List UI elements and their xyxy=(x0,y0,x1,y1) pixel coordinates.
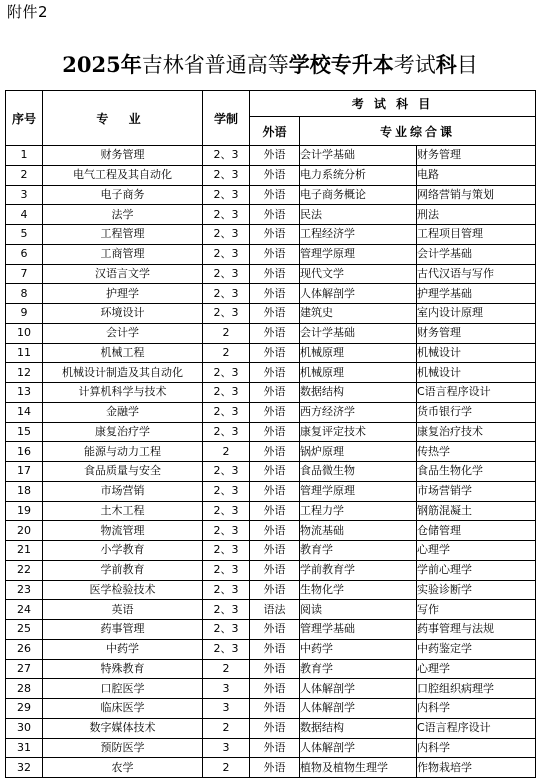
cell-language: 外语 xyxy=(250,442,300,462)
table-row xyxy=(6,323,536,343)
cell-language: 外语 xyxy=(250,521,300,541)
cell-language: 外语 xyxy=(250,699,300,719)
cell-major: 电子商务 xyxy=(43,185,203,205)
cell-language: 外语 xyxy=(250,146,300,166)
table-row xyxy=(6,462,536,482)
cell-language: 外语 xyxy=(250,481,300,501)
cell-major: 口腔医学 xyxy=(43,679,203,699)
table-row xyxy=(6,402,536,422)
cell-language: 外语 xyxy=(250,264,300,284)
cell-course-1: 电子商务概论 xyxy=(300,185,417,205)
cell-course-2: 写作 xyxy=(417,600,536,620)
cell-major: 护理学 xyxy=(43,284,203,304)
cell-duration: 2、3 xyxy=(203,521,250,541)
cell-language: 外语 xyxy=(250,165,300,185)
table-row xyxy=(6,225,536,245)
table-row xyxy=(6,639,536,659)
cell-major: 数字媒体技术 xyxy=(43,718,203,738)
cell-index: 4 xyxy=(6,205,43,225)
cell-course-2: 电路 xyxy=(417,165,536,185)
cell-duration: 2 xyxy=(203,758,250,778)
table-row xyxy=(6,758,536,778)
cell-course-1: 机械原理 xyxy=(300,363,417,383)
cell-duration: 2 xyxy=(203,442,250,462)
title-part-2: 学校专升本 xyxy=(288,52,394,77)
cell-index: 2 xyxy=(6,165,43,185)
cell-duration: 2、3 xyxy=(203,146,250,166)
cell-index: 32 xyxy=(6,758,43,778)
cell-index: 8 xyxy=(6,284,43,304)
cell-index: 6 xyxy=(6,244,43,264)
cell-course-2: 会计学基础 xyxy=(417,244,536,264)
cell-course-2: 中药鉴定学 xyxy=(417,639,536,659)
cell-major: 工程管理 xyxy=(43,225,203,245)
cell-index: 18 xyxy=(6,481,43,501)
cell-index: 25 xyxy=(6,620,43,640)
cell-duration: 2、3 xyxy=(203,422,250,442)
cell-index: 16 xyxy=(6,442,43,462)
cell-course-2: 作物栽培学 xyxy=(417,758,536,778)
cell-duration: 2、3 xyxy=(203,185,250,205)
header-duration: 学制 xyxy=(203,91,250,146)
cell-course-2: 口腔组织病理学 xyxy=(417,679,536,699)
cell-index: 21 xyxy=(6,541,43,561)
cell-course-2: 心理学 xyxy=(417,541,536,561)
cell-language: 外语 xyxy=(250,560,300,580)
table-row xyxy=(6,343,536,363)
cell-index: 5 xyxy=(6,225,43,245)
cell-course-1: 教育学 xyxy=(300,659,417,679)
cell-duration: 2 xyxy=(203,718,250,738)
cell-course-2: 财务管理 xyxy=(417,146,536,166)
cell-course-1: 人体解剖学 xyxy=(300,738,417,758)
cell-major: 物流管理 xyxy=(43,521,203,541)
cell-language: 外语 xyxy=(250,541,300,561)
attachment-label: 附件2 xyxy=(7,3,49,21)
cell-course-2: 传热学 xyxy=(417,442,536,462)
cell-course-2: 学前心理学 xyxy=(417,560,536,580)
cell-major: 药事管理 xyxy=(43,620,203,640)
table-row xyxy=(6,244,536,264)
cell-course-1: 人体解剖学 xyxy=(300,699,417,719)
cell-major: 学前教育 xyxy=(43,560,203,580)
table-row xyxy=(6,620,536,640)
table-row xyxy=(6,481,536,501)
cell-major: 临床医学 xyxy=(43,699,203,719)
cell-duration: 2、3 xyxy=(203,165,250,185)
cell-language: 外语 xyxy=(250,639,300,659)
cell-language: 外语 xyxy=(250,758,300,778)
cell-course-1: 民法 xyxy=(300,205,417,225)
cell-major: 市场营销 xyxy=(43,481,203,501)
cell-duration: 2、3 xyxy=(203,264,250,284)
cell-language: 外语 xyxy=(250,402,300,422)
cell-duration: 2、3 xyxy=(203,620,250,640)
table-row xyxy=(6,501,536,521)
cell-language: 外语 xyxy=(250,304,300,324)
table-row xyxy=(6,165,536,185)
table-row xyxy=(6,679,536,699)
cell-language: 外语 xyxy=(250,659,300,679)
cell-duration: 3 xyxy=(203,738,250,758)
cell-index: 23 xyxy=(6,580,43,600)
cell-major: 英语 xyxy=(43,600,203,620)
cell-index: 24 xyxy=(6,600,43,620)
cell-course-2: 内科学 xyxy=(417,699,536,719)
cell-course-2: C语言程序设计 xyxy=(417,718,536,738)
cell-major: 环境设计 xyxy=(43,304,203,324)
cell-course-1: 管理学原理 xyxy=(300,244,417,264)
document-title xyxy=(0,50,540,80)
cell-index: 31 xyxy=(6,738,43,758)
cell-index: 27 xyxy=(6,659,43,679)
cell-course-2: 货币银行学 xyxy=(417,402,536,422)
cell-major: 金融学 xyxy=(43,402,203,422)
cell-course-1: 人体解剖学 xyxy=(300,679,417,699)
cell-course-2: 机械设计 xyxy=(417,343,536,363)
cell-course-1: 物流基础 xyxy=(300,521,417,541)
cell-duration: 2、3 xyxy=(203,600,250,620)
cell-course-2: 工程项目管理 xyxy=(417,225,536,245)
cell-course-1: 数据结构 xyxy=(300,383,417,403)
cell-duration: 2、3 xyxy=(203,481,250,501)
cell-course-2: C语言程序设计 xyxy=(417,383,536,403)
cell-course-2: 心理学 xyxy=(417,659,536,679)
table-row xyxy=(6,699,536,719)
table-row xyxy=(6,264,536,284)
cell-language: 外语 xyxy=(250,284,300,304)
cell-duration: 2、3 xyxy=(203,225,250,245)
cell-index: 19 xyxy=(6,501,43,521)
cell-course-1: 学前教育学 xyxy=(300,560,417,580)
cell-index: 1 xyxy=(6,146,43,166)
cell-major: 土木工程 xyxy=(43,501,203,521)
cell-course-1: 会计学基础 xyxy=(300,323,417,343)
cell-duration: 2、3 xyxy=(203,580,250,600)
cell-language: 外语 xyxy=(250,718,300,738)
table-row xyxy=(6,600,536,620)
table-row xyxy=(6,422,536,442)
cell-major: 能源与动力工程 xyxy=(43,442,203,462)
cell-index: 10 xyxy=(6,323,43,343)
title-part-3: 考试 xyxy=(393,53,436,77)
cell-major: 机械设计制造及其自动化 xyxy=(43,363,203,383)
cell-major: 会计学 xyxy=(43,323,203,343)
cell-index: 11 xyxy=(6,343,43,363)
cell-course-2: 财务管理 xyxy=(417,323,536,343)
cell-major: 预防医学 xyxy=(43,738,203,758)
cell-duration: 2、3 xyxy=(203,402,250,422)
cell-course-2: 食品生物化学 xyxy=(417,462,536,482)
cell-course-1: 阅读 xyxy=(300,600,417,620)
cell-index: 26 xyxy=(6,639,43,659)
cell-course-1: 现代文学 xyxy=(300,264,417,284)
cell-course-1: 管理学基础 xyxy=(300,620,417,640)
cell-major: 康复治疗学 xyxy=(43,422,203,442)
header-exam-subjects: 考 试 科 目 xyxy=(250,91,536,117)
cell-course-1: 西方经济学 xyxy=(300,402,417,422)
cell-course-2: 刑法 xyxy=(417,205,536,225)
header-foreign-language: 外语 xyxy=(250,117,300,146)
cell-duration: 2、3 xyxy=(203,205,250,225)
cell-index: 30 xyxy=(6,718,43,738)
cell-major: 医学检验技术 xyxy=(43,580,203,600)
cell-duration: 2、3 xyxy=(203,284,250,304)
cell-major: 汉语言文学 xyxy=(43,264,203,284)
table-row xyxy=(6,442,536,462)
table-row xyxy=(6,146,536,166)
cell-course-1: 康复评定技术 xyxy=(300,422,417,442)
cell-course-1: 会计学基础 xyxy=(300,146,417,166)
cell-course-2: 康复治疗技术 xyxy=(417,422,536,442)
cell-course-1: 工程经济学 xyxy=(300,225,417,245)
cell-language: 外语 xyxy=(250,343,300,363)
cell-course-2: 药事管理与法规 xyxy=(417,620,536,640)
header-index: 序号 xyxy=(6,91,43,146)
cell-language: 外语 xyxy=(250,501,300,521)
table-row xyxy=(6,659,536,679)
cell-major: 工商管理 xyxy=(43,244,203,264)
cell-course-1: 建筑史 xyxy=(300,304,417,324)
cell-language: 外语 xyxy=(250,620,300,640)
cell-index: 12 xyxy=(6,363,43,383)
cell-language: 外语 xyxy=(250,738,300,758)
cell-index: 15 xyxy=(6,422,43,442)
table-row xyxy=(6,580,536,600)
table-row xyxy=(6,363,536,383)
cell-duration: 2、3 xyxy=(203,560,250,580)
table-row xyxy=(6,521,536,541)
cell-language: 外语 xyxy=(250,185,300,205)
cell-course-2: 网络营销与策划 xyxy=(417,185,536,205)
cell-course-1: 电力系统分析 xyxy=(300,165,417,185)
cell-course-2: 市场营销学 xyxy=(417,481,536,501)
header-row-1 xyxy=(6,91,536,117)
cell-course-2: 室内设计原理 xyxy=(417,304,536,324)
cell-course-2: 实验诊断学 xyxy=(417,580,536,600)
cell-language: 语法 xyxy=(250,600,300,620)
cell-index: 13 xyxy=(6,383,43,403)
table-row xyxy=(6,541,536,561)
table-row xyxy=(6,560,536,580)
cell-language: 外语 xyxy=(250,679,300,699)
table-row xyxy=(6,185,536,205)
table-row xyxy=(6,304,536,324)
cell-duration: 2 xyxy=(203,323,250,343)
cell-course-2: 护理学基础 xyxy=(417,284,536,304)
table-row xyxy=(6,383,536,403)
title-part-5: 目 xyxy=(456,53,478,77)
cell-language: 外语 xyxy=(250,323,300,343)
cell-course-2: 机械设计 xyxy=(417,363,536,383)
cell-major: 中药学 xyxy=(43,639,203,659)
cell-index: 14 xyxy=(6,402,43,422)
cell-major: 电气工程及其自动化 xyxy=(43,165,203,185)
cell-major: 法学 xyxy=(43,205,203,225)
table-row xyxy=(6,284,536,304)
cell-language: 外语 xyxy=(250,580,300,600)
cell-duration: 2 xyxy=(203,659,250,679)
cell-course-1: 数据结构 xyxy=(300,718,417,738)
cell-course-1: 植物及植物生理学 xyxy=(300,758,417,778)
cell-course-1: 教育学 xyxy=(300,541,417,561)
title-part-4: 科 xyxy=(435,52,457,77)
exam-subjects-table xyxy=(5,90,536,778)
cell-course-1: 人体解剖学 xyxy=(300,284,417,304)
cell-major: 小学教育 xyxy=(43,541,203,561)
cell-course-1: 锅炉原理 xyxy=(300,442,417,462)
cell-duration: 2、3 xyxy=(203,639,250,659)
cell-major: 农学 xyxy=(43,758,203,778)
cell-course-1: 食品微生物 xyxy=(300,462,417,482)
cell-course-2: 仓储管理 xyxy=(417,521,536,541)
cell-index: 9 xyxy=(6,304,43,324)
cell-course-1: 管理学原理 xyxy=(300,481,417,501)
title-year: 2025年 xyxy=(62,52,142,77)
table-row xyxy=(6,738,536,758)
cell-course-2: 内科学 xyxy=(417,738,536,758)
cell-duration: 2、3 xyxy=(203,541,250,561)
cell-duration: 2、3 xyxy=(203,244,250,264)
cell-course-1: 工程力学 xyxy=(300,501,417,521)
cell-course-1: 生物化学 xyxy=(300,580,417,600)
cell-duration: 2 xyxy=(203,343,250,363)
title-part-1: 吉林省普通高等 xyxy=(141,53,289,77)
table-row xyxy=(6,205,536,225)
cell-major: 特殊教育 xyxy=(43,659,203,679)
cell-duration: 3 xyxy=(203,699,250,719)
cell-major: 食品质量与安全 xyxy=(43,462,203,482)
cell-duration: 2、3 xyxy=(203,383,250,403)
cell-index: 3 xyxy=(6,185,43,205)
cell-index: 17 xyxy=(6,462,43,482)
table-row xyxy=(6,718,536,738)
cell-course-1: 中药学 xyxy=(300,639,417,659)
cell-duration: 2、3 xyxy=(203,462,250,482)
cell-duration: 2、3 xyxy=(203,501,250,521)
cell-index: 22 xyxy=(6,560,43,580)
cell-language: 外语 xyxy=(250,244,300,264)
cell-language: 外语 xyxy=(250,205,300,225)
cell-major: 机械工程 xyxy=(43,343,203,363)
cell-course-2: 古代汉语与写作 xyxy=(417,264,536,284)
cell-index: 28 xyxy=(6,679,43,699)
cell-duration: 2、3 xyxy=(203,363,250,383)
cell-course-2: 钢筋混凝土 xyxy=(417,501,536,521)
cell-index: 7 xyxy=(6,264,43,284)
cell-duration: 3 xyxy=(203,679,250,699)
header-comprehensive: 专业综合课 xyxy=(300,117,536,146)
header-major: 专 业 xyxy=(43,91,203,146)
cell-duration: 2、3 xyxy=(203,304,250,324)
cell-language: 外语 xyxy=(250,422,300,442)
cell-course-1: 机械原理 xyxy=(300,343,417,363)
cell-language: 外语 xyxy=(250,225,300,245)
cell-major: 财务管理 xyxy=(43,146,203,166)
cell-language: 外语 xyxy=(250,363,300,383)
cell-index: 29 xyxy=(6,699,43,719)
cell-language: 外语 xyxy=(250,383,300,403)
cell-major: 计算机科学与技术 xyxy=(43,383,203,403)
cell-language: 外语 xyxy=(250,462,300,482)
cell-index: 20 xyxy=(6,521,43,541)
